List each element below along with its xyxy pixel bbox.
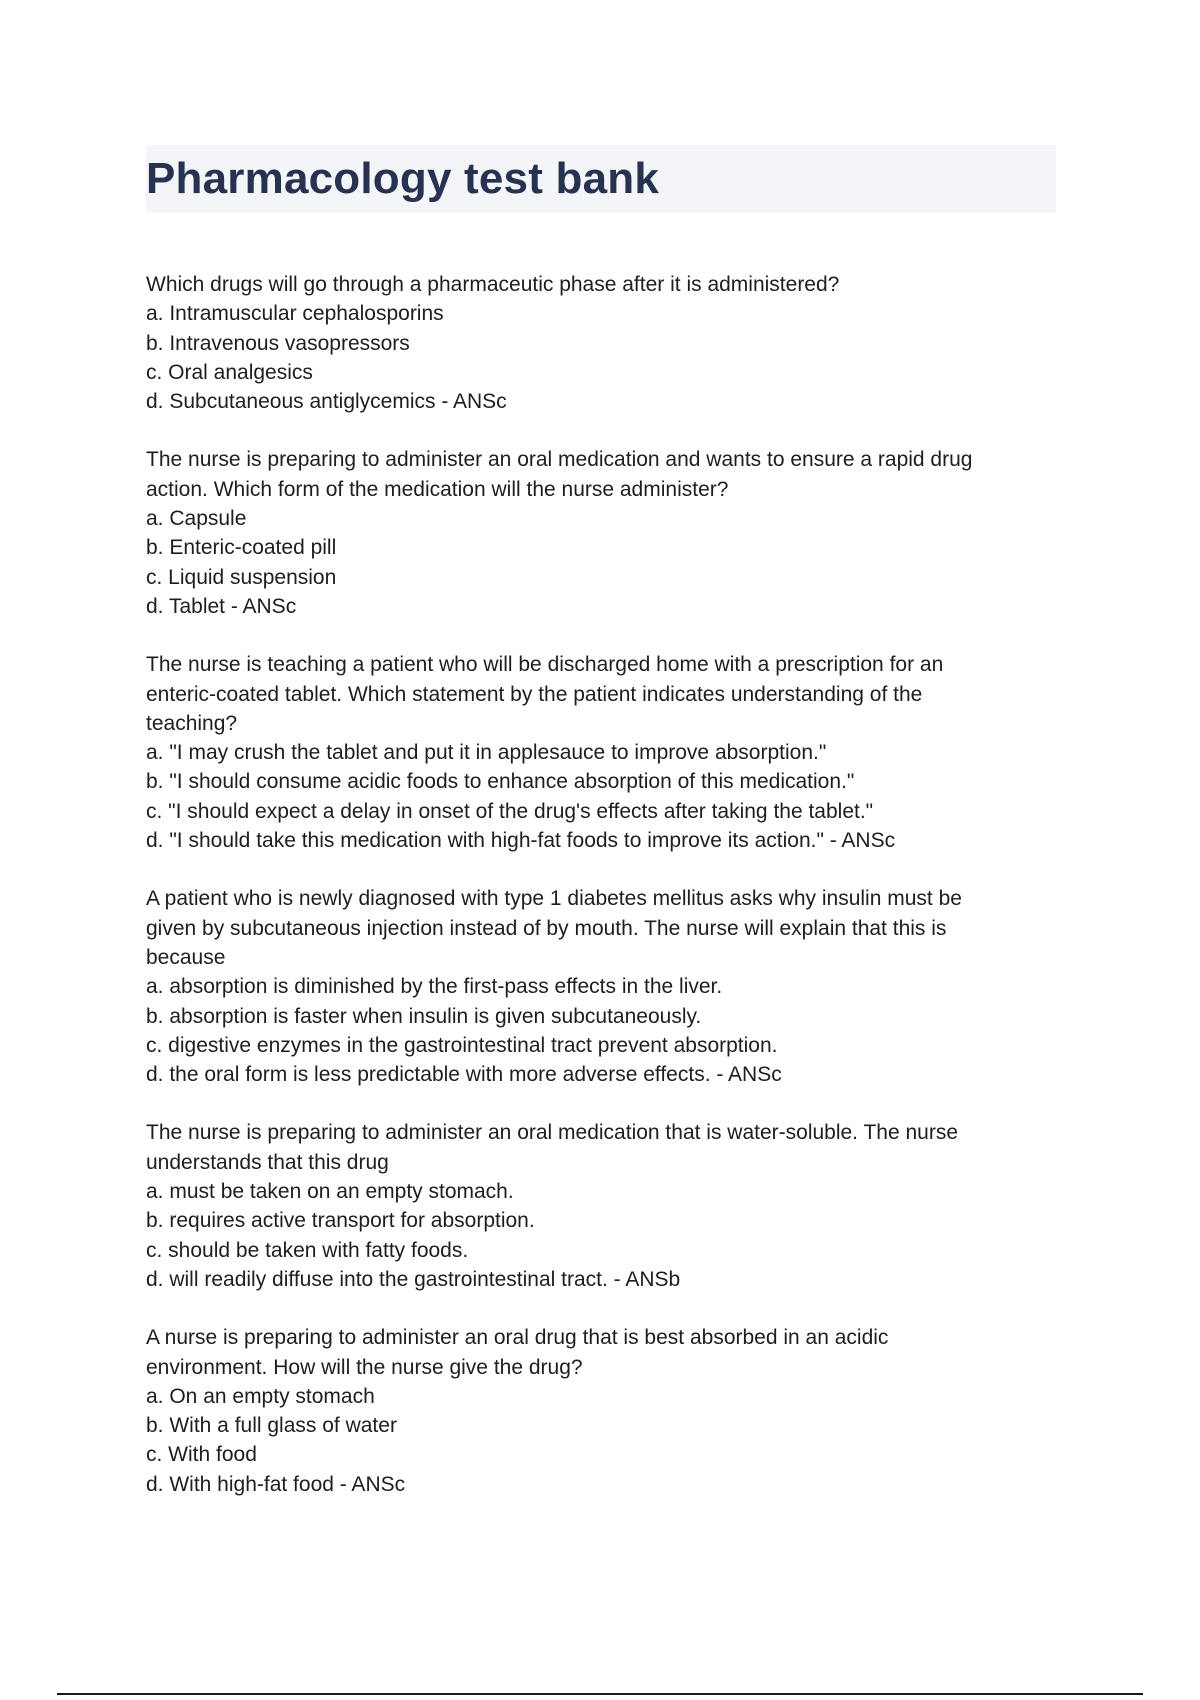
- question-stem-line: given by subcutaneous injection instead of by mouth. The nurse will explain that this is: [146, 916, 947, 940]
- question-block: [146, 270, 1046, 416]
- answer-option: b. Intravenous vasopressors: [146, 331, 410, 355]
- question-stem-line: understands that this drug: [146, 1150, 389, 1174]
- answer-option: b. With a full glass of water: [146, 1414, 397, 1438]
- question-block: [146, 650, 1046, 855]
- answer-option: a. "I may crush the tablet and put it in applesauce to improve absorption.": [146, 741, 827, 765]
- answer-option: d. will readily diffuse into the gastrointestinal tract. - ANSb: [146, 1267, 681, 1291]
- question-block: [146, 884, 1046, 1089]
- answer-option: c. "I should expect a delay in onset of the drug's effects after taking the tablet.": [146, 799, 874, 823]
- answer-option: c. Oral analgesics: [146, 360, 313, 384]
- page-title: Pharmacology test bank: [146, 154, 659, 203]
- question-stem-line: enteric-coated tablet. Which statement by the patient indicates understanding of the: [146, 682, 923, 706]
- question-stem-line: The nurse is preparing to administer an oral medication that is water-soluble. The nurse: [146, 1121, 959, 1145]
- question-block: [146, 445, 1046, 621]
- question-stem-line: A nurse is preparing to administer an oral drug that is best absorbed in an acidic: [146, 1326, 889, 1350]
- question-stem-line: environment. How will the nurse give the drug?: [146, 1355, 583, 1379]
- question-block: [146, 1118, 1046, 1294]
- answer-option: c. Liquid suspension: [146, 565, 337, 589]
- answer-option: d. the oral form is less predictable with more adverse effects. - ANSc: [146, 1063, 782, 1087]
- answer-option: d. Tablet - ANSc: [146, 594, 297, 618]
- question-stem-line: because: [146, 945, 226, 969]
- answer-option: c. digestive enzymes in the gastrointestinal tract prevent absorption.: [146, 1033, 778, 1057]
- answer-option: c. should be taken with fatty foods.: [146, 1238, 469, 1262]
- answer-option: a. Capsule: [146, 507, 247, 531]
- question-stem-line: The nurse is preparing to administer an oral medication and wants to ensure a rapid drug: [146, 448, 973, 472]
- answer-option: b. requires active transport for absorption.: [146, 1209, 535, 1233]
- answer-option: d. Subcutaneous antiglycemics - ANSc: [146, 390, 507, 414]
- answer-option: a. On an empty stomach: [146, 1384, 375, 1408]
- answer-option: d. "I should take this medication with high-fat foods to improve its action." - ANSc: [146, 829, 896, 853]
- answer-option: d. With high-fat food - ANSc: [146, 1472, 406, 1496]
- answer-option: a. Intramuscular cephalosporins: [146, 302, 444, 326]
- title-banner: [146, 145, 1056, 213]
- question-stem-line: Which drugs will go through a pharmaceutic phase after it is administered?: [146, 273, 840, 296]
- answer-option: a. absorption is diminished by the first-pass effects in the liver.: [146, 975, 723, 999]
- answer-option: c. With food: [146, 1443, 257, 1467]
- question-stem-line: The nurse is teaching a patient who will be discharged home with a prescription for an: [146, 653, 944, 677]
- answer-option: b. Enteric-coated pill: [146, 536, 337, 560]
- question-stem-line: action. Which form of the medication will the nurse administer?: [146, 477, 729, 501]
- footer-divider: [57, 1693, 1143, 1695]
- answer-option: b. absorption is faster when insulin is given subcutaneously.: [146, 1004, 702, 1028]
- question-list: [146, 270, 1046, 1528]
- question-stem-line: A patient who is newly diagnosed with type 1 diabetes mellitus asks why insulin must be: [146, 887, 962, 911]
- question-stem-line: teaching?: [146, 711, 238, 735]
- answer-option: a. must be taken on an empty stomach.: [146, 1180, 514, 1204]
- question-block: [146, 1323, 1046, 1499]
- answer-option: b. "I should consume acidic foods to enhance absorption of this medication.": [146, 770, 855, 794]
